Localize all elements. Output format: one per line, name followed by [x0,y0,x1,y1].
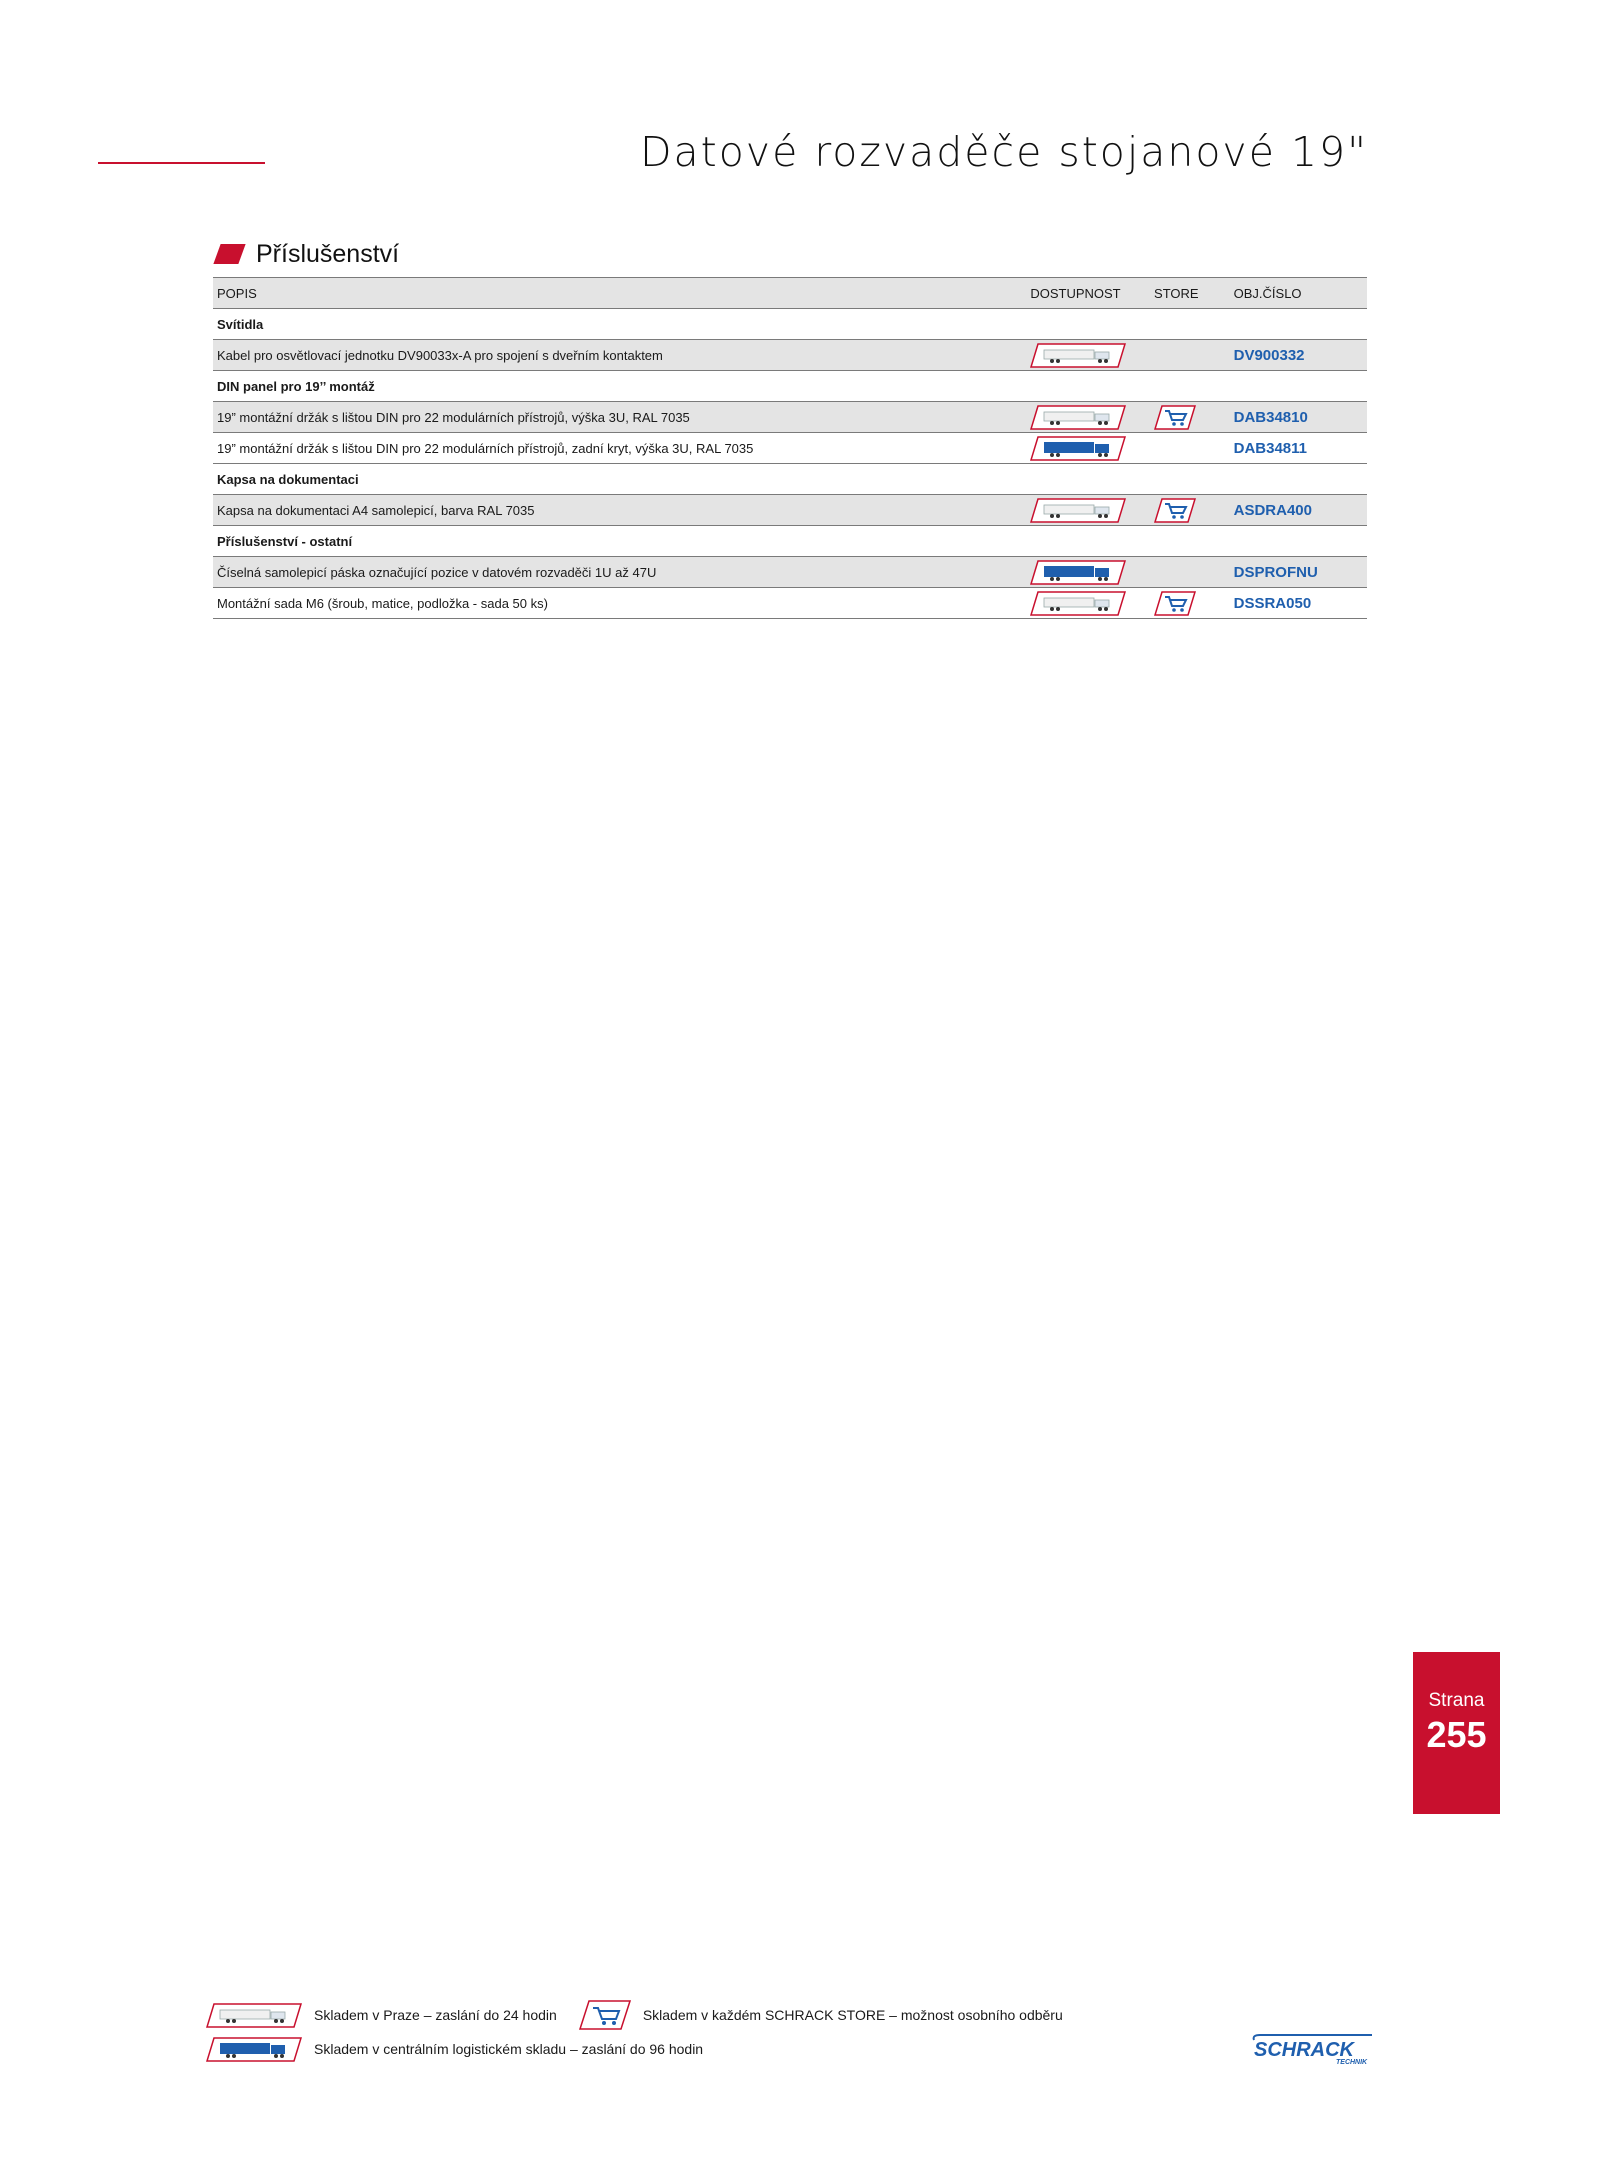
schrack-logo [1248,2034,1374,2066]
table-row [213,402,1367,433]
truck-white-icon [1030,498,1126,523]
page-title: Datové rozvaděče stojanové 19" [639,128,1368,176]
legend-item-store [579,2000,1063,2030]
legend [206,1998,1085,2066]
group-row [213,526,1367,557]
legend-row-2 [206,2032,1085,2066]
truck-blue-icon [1030,436,1126,461]
page-label: Strana [1428,1690,1485,1711]
group-title: Svítidla [213,309,1367,340]
table-row [213,557,1367,588]
item-availability [1026,588,1150,619]
item-code: DSSRA050 [1233,594,1312,612]
item-store [1150,557,1230,588]
item-store [1150,433,1230,464]
table-row [213,588,1367,619]
group-title: Příslušenství - ostatní [213,526,1367,557]
item-code: ASDRA400 [1233,501,1312,519]
group-title: DIN panel pro 19’’ montáž [213,371,1367,402]
logo-sub: TECHNIK [1336,2059,1368,2066]
table-body [213,309,1367,619]
table-row [213,340,1367,371]
item-code: DSPROFNU [1233,563,1318,581]
item-store [1150,495,1230,526]
item-store [1150,402,1230,433]
logo-brand: SCHRACK [1254,2039,1354,2061]
item-code: DV900332 [1233,346,1305,364]
truck-white-icon [1030,343,1126,368]
item-code: DAB34811 [1233,439,1308,457]
item-availability [1026,495,1150,526]
truck-white-icon [206,2003,302,2028]
truck-blue-icon [206,2037,302,2062]
header-store: STORE [1150,278,1230,309]
group-title: Kapsa na dokumentaci [213,464,1367,495]
table-header-row [213,278,1367,309]
page-number: 255 [1426,1714,1487,1755]
cart-icon [579,2000,631,2030]
product-table [213,277,1367,619]
section-marker [213,244,245,264]
legend-store-text: Skladem v každém SCHRACK STORE – možnost osobního odběru [642,2007,1063,2023]
header-popis: POPIS [213,278,1026,309]
section-heading [213,238,399,270]
section-title: Příslušenství [256,239,400,268]
header-obj-cislo: OBJ.ČÍSLO [1230,278,1367,309]
table-row [213,495,1367,526]
legend-item-central [206,2037,703,2062]
item-code: DAB34810 [1233,408,1308,426]
cart-icon [1154,591,1196,616]
item-description: 19” montážní držák s lištou DIN pro 22 modulárních přístrojů, výška 3U, RAL 7035 [217,409,690,425]
header-dostupnost: DOSTUPNOST [1026,278,1150,309]
item-availability [1026,340,1150,371]
group-row [213,371,1367,402]
group-row [213,309,1367,340]
item-availability [1026,557,1150,588]
legend-prague-text: Skladem v Praze – zaslání do 24 hodin [314,2007,557,2023]
item-availability [1026,433,1150,464]
item-description: Kabel pro osvětlovací jednotku DV90033x-A pro spojení s dveřním kontaktem [217,347,663,363]
item-store [1150,340,1230,371]
item-description: 19” montážní držák s lištou DIN pro 22 modulárních přístrojů, zadní kryt, výška 3U, RAL 7035 [217,440,754,456]
truck-white-icon [1030,405,1126,430]
item-availability [1026,402,1150,433]
truck-white-icon [1030,591,1126,616]
item-description: Kapsa na dokumentaci A4 samolepicí, barva RAL 7035 [217,502,535,518]
legend-item-prague [206,2003,557,2028]
top-rule [98,162,265,164]
item-description: Montážní sada M6 (šroub, matice, podložka - sada 50 ks) [217,595,548,611]
truck-blue-icon [1030,560,1126,585]
item-store [1150,588,1230,619]
table-row [213,433,1367,464]
page-number-tab [1413,1652,1500,1814]
legend-central-text: Skladem v centrálním logistickém skladu – zaslání do 96 hodin [314,2041,704,2057]
cart-icon [1154,405,1196,430]
item-description: Číselná samolepicí páska označující pozice v datovém rozvaděči 1U až 47U [217,564,657,580]
cart-icon [1154,498,1196,523]
group-row [213,464,1367,495]
legend-row-1 [206,1998,1085,2032]
